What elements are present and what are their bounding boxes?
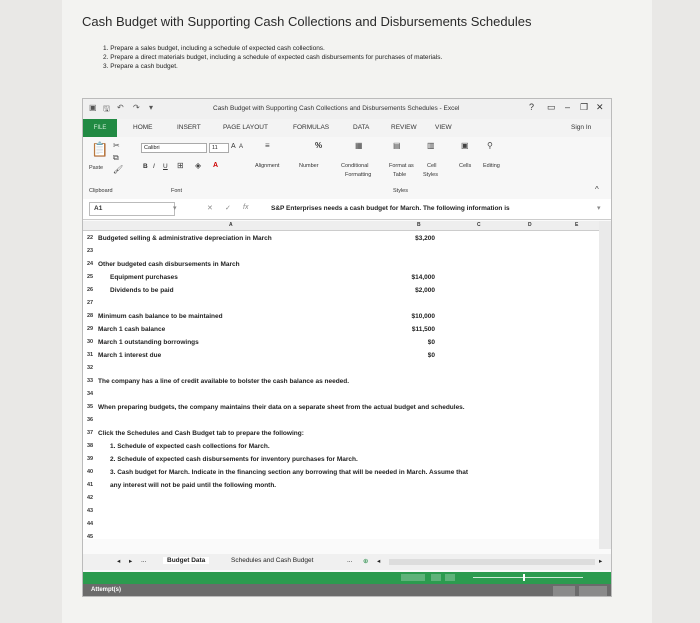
instruction-1: 1. Prepare a sales budget, including a schedule of expected cash collections. [103, 45, 325, 52]
table-row[interactable] [83, 336, 599, 349]
cell-value[interactable]: $14,000 [411, 274, 435, 281]
row-number[interactable]: 34 [86, 391, 94, 397]
row-number[interactable]: 23 [86, 248, 94, 254]
cell-label[interactable]: March 1 interest due [98, 352, 162, 359]
styles-group-label: Styles [393, 188, 408, 194]
column-header-d[interactable]: D [528, 222, 532, 228]
insert-function-button[interactable]: fx [243, 204, 249, 211]
bold-button[interactable]: B [143, 163, 148, 170]
cell-label[interactable]: Other budgeted cash disbursements in March [98, 261, 240, 268]
table-row[interactable] [83, 492, 599, 505]
tab-formulas[interactable]: FORMULAS [293, 124, 330, 131]
help-button[interactable]: ? [529, 102, 535, 112]
zoom-slider[interactable] [473, 577, 583, 578]
table-row[interactable] [83, 414, 599, 427]
formula-input[interactable]: S&P Enterprises needs a cash budget for March. The following information is [271, 205, 510, 212]
enter-formula-icon[interactable]: ✓ [225, 205, 231, 212]
copy-icon[interactable]: ⧉ [113, 153, 119, 162]
window-title: Cash Budget with Supporting Cash Collections and Disbursements Schedules - Excel [213, 105, 460, 112]
table-row[interactable] [83, 297, 599, 310]
format-painter-icon[interactable]: 🖌 [113, 165, 124, 174]
column-header-c[interactable]: C [477, 222, 481, 228]
horizontal-scroll-left-icon[interactable]: ◂ [377, 558, 381, 565]
tab-insert[interactable]: INSERT [177, 124, 201, 131]
table-row[interactable] [83, 453, 599, 466]
table-row[interactable] [83, 427, 599, 440]
row-number[interactable]: 40 [86, 469, 94, 475]
column-header-e[interactable]: E [575, 222, 579, 228]
table-row[interactable] [83, 440, 599, 453]
font-color-icon[interactable]: A [213, 162, 219, 169]
table-row[interactable] [83, 310, 599, 323]
column-header-a[interactable]: A [229, 222, 233, 228]
formula-bar [83, 199, 611, 220]
show-me-button[interactable] [579, 586, 607, 596]
page-break-view-icon[interactable] [445, 574, 455, 581]
name-box-dropdown-icon[interactable]: ▾ [173, 205, 177, 212]
new-sheet-icon[interactable]: ⊕ [363, 558, 369, 565]
cell-label[interactable]: March 1 outstanding borrowings [98, 339, 199, 346]
formatting-label[interactable]: Formatting [345, 172, 372, 178]
cell-value[interactable]: $11,500 [411, 326, 435, 333]
cell-label[interactable]: The company has a line of credit available to bolster the cash balance as needed. [98, 378, 350, 385]
horizontal-scroll-right-icon[interactable]: ▸ [599, 558, 603, 565]
fill-color-icon[interactable]: ◈ [195, 161, 202, 170]
restore-icon[interactable]: ❐ [580, 102, 589, 112]
table-row[interactable] [83, 531, 599, 544]
table-row[interactable] [83, 505, 599, 518]
tab-file[interactable]: FILE [83, 119, 117, 137]
font-name-select[interactable]: Calibri [141, 143, 207, 153]
instruction-3: 3. Prepare a cash budget. [103, 63, 178, 70]
row-number[interactable]: 29 [86, 326, 94, 332]
attempts-bar [83, 584, 611, 597]
sheet-tab-schedules[interactable]: Schedules and Cash Budget [231, 557, 314, 564]
row-number[interactable]: 41 [86, 482, 94, 488]
table-row[interactable] [83, 388, 599, 401]
customize-toolbar-icon[interactable]: ▾ [149, 103, 154, 112]
ribbon-home [83, 137, 611, 200]
row-number[interactable]: 38 [86, 443, 94, 449]
percent-button[interactable]: % [315, 141, 323, 150]
table-label[interactable]: Table [393, 172, 407, 178]
cell-styles-icon[interactable]: ▥ [427, 141, 435, 150]
font-size-select[interactable]: 11 [209, 143, 229, 153]
tab-view[interactable]: VIEW [435, 124, 452, 131]
zoom-slider-handle[interactable] [523, 574, 525, 581]
table-row[interactable] [83, 349, 599, 362]
table-row[interactable] [83, 323, 599, 336]
instructions-list [103, 44, 442, 71]
sign-in-link[interactable]: Sign In [571, 124, 592, 131]
table-row[interactable] [83, 232, 599, 245]
row-number[interactable]: 37 [86, 430, 94, 436]
cancel-formula-icon[interactable]: ✕ [207, 205, 213, 212]
conditional-formatting-icon[interactable]: ▦ [355, 141, 363, 150]
conditional-formatting-label[interactable]: Conditional [341, 163, 369, 169]
cell-label[interactable]: any interest will not be paid until the following month. [110, 482, 277, 489]
row-number[interactable]: 39 [86, 456, 94, 462]
expand-formula-bar-icon[interactable]: ▾ [597, 205, 601, 212]
excel-window [82, 98, 612, 597]
page-layout-view-icon[interactable] [431, 574, 441, 581]
cells-icon[interactable]: ▣ [461, 141, 469, 150]
table-row[interactable] [83, 466, 599, 479]
clipboard-group-label: Clipboard [89, 188, 113, 194]
more-sheets-left[interactable]: ... [141, 557, 147, 564]
horizontal-scrollbar[interactable] [389, 559, 595, 565]
sheet-tab-budget-data[interactable]: Budget Data [163, 557, 209, 564]
italic-button[interactable]: I [153, 163, 155, 170]
tab-data[interactable]: DATA [353, 124, 370, 131]
underline-button[interactable]: U [163, 163, 168, 170]
cell-label[interactable]: Dividends to be paid [110, 287, 174, 294]
table-row[interactable] [83, 258, 599, 271]
table-row[interactable] [83, 401, 599, 414]
row-number[interactable]: 24 [86, 261, 94, 267]
hint-button[interactable] [553, 586, 575, 596]
table-row[interactable] [83, 362, 599, 375]
row-number[interactable]: 35 [86, 404, 94, 410]
row-number[interactable]: 27 [86, 300, 94, 306]
alignment-button[interactable]: Alignment [255, 163, 280, 169]
row-number[interactable]: 36 [86, 417, 94, 423]
sheet-tabs-bar [83, 554, 611, 570]
cells-button[interactable]: Cells [459, 163, 472, 169]
row-number[interactable]: 42 [86, 495, 94, 501]
cell-label[interactable]: 1. Schedule of expected cash collections for March. [110, 443, 270, 450]
row-number[interactable]: 25 [86, 274, 94, 280]
cell-label[interactable]: 2. Schedule of expected cash disbursements for inventory purchases for March. [110, 456, 358, 463]
table-row[interactable] [83, 479, 599, 492]
tab-page-layout[interactable]: PAGE LAYOUT [223, 124, 268, 131]
table-row[interactable] [83, 375, 599, 388]
cell-label[interactable]: Budgeted selling & administrative depreciation in March [98, 235, 272, 242]
editing-button[interactable]: Editing [483, 163, 500, 169]
table-row[interactable] [83, 518, 599, 531]
table-row[interactable] [83, 271, 599, 284]
collapse-ribbon-icon[interactable]: ^ [595, 185, 599, 194]
cell-label[interactable]: Click the Schedules and Cash Budget tab to prepare the following: [98, 430, 304, 437]
grow-font-icon[interactable]: A [231, 143, 236, 150]
name-box[interactable]: A1 [89, 202, 175, 216]
tab-home[interactable]: HOME [133, 124, 153, 131]
close-icon[interactable]: ✕ [596, 102, 604, 112]
styles-label[interactable]: Styles [423, 172, 438, 178]
cell-value[interactable]: $10,000 [411, 313, 435, 320]
minimize-icon[interactable]: – [565, 102, 571, 112]
format-as-table-icon[interactable]: ▤ [393, 141, 401, 150]
format-as-label[interactable]: Format as [389, 163, 414, 169]
paste-button[interactable]: Paste [89, 165, 104, 171]
font-group-label: Font [171, 188, 183, 194]
save-icon[interactable]: 🖫 [103, 104, 110, 113]
vertical-scrollbar[interactable] [599, 221, 611, 549]
ribbon-display-icon[interactable]: ▭ [547, 102, 556, 112]
row-number[interactable]: 26 [86, 287, 94, 293]
column-header-b[interactable]: B [417, 222, 421, 228]
cell-value[interactable]: $2,000 [415, 287, 435, 294]
spreadsheet-grid[interactable] [83, 221, 600, 539]
row-number[interactable]: 33 [86, 378, 94, 384]
cell-label[interactable]: March 1 cash balance [98, 326, 166, 333]
alignment-icon[interactable]: ≡ [265, 141, 270, 150]
cell-label[interactable]: Cell [427, 163, 437, 169]
page-title: Cash Budget with Supporting Cash Collections and Disbursements Schedules [82, 14, 532, 29]
attempts-label: Attempt(s) [91, 587, 121, 593]
instruction-2: 2. Prepare a direct materials budget, including a schedule of expected cash disbursements for purchases of materials. [103, 54, 443, 61]
editing-icon[interactable]: ⚲ [487, 141, 493, 150]
excel-logo-icon: ▣ [89, 103, 97, 112]
table-row[interactable] [83, 245, 599, 258]
more-sheets-right[interactable]: ... [347, 557, 353, 564]
column-headers [83, 221, 599, 231]
cell-value[interactable]: $0 [427, 352, 435, 359]
number-button[interactable]: Number [299, 163, 319, 169]
next-sheet-icon[interactable]: ▸ [129, 558, 133, 565]
cell-label[interactable]: 3. Cash budget for March. Indicate in the financing section any borrowing that will be needed in March. Assume that [110, 469, 469, 476]
cell-label[interactable]: Equipment purchases [110, 274, 178, 281]
undo-icon[interactable]: ↶ [117, 103, 124, 112]
borders-icon[interactable]: ⊞ [177, 161, 184, 170]
cell-label[interactable]: Minimum cash balance to be maintained [98, 313, 223, 320]
shrink-font-icon[interactable]: A [239, 144, 244, 150]
paste-icon[interactable]: 📋 [91, 141, 109, 157]
row-number[interactable]: 31 [86, 352, 94, 358]
row-number[interactable]: 44 [86, 521, 94, 527]
cut-icon[interactable]: ✂ [113, 141, 120, 150]
status-bar [83, 572, 611, 584]
row-number[interactable]: 45 [86, 534, 94, 540]
row-number[interactable]: 32 [86, 365, 94, 371]
table-row[interactable] [83, 284, 599, 297]
row-number[interactable]: 43 [86, 508, 94, 514]
tab-review[interactable]: REVIEW [391, 124, 417, 131]
prev-sheet-icon[interactable]: ◂ [117, 558, 121, 565]
cell-value[interactable]: $0 [427, 339, 435, 346]
cell-label[interactable]: When preparing budgets, the company maintains their data on a separate sheet from the actual budget and schedules. [98, 404, 465, 411]
row-number[interactable]: 22 [86, 235, 94, 241]
row-number[interactable]: 28 [86, 313, 94, 319]
ribbon-tabs [83, 119, 611, 137]
normal-view-icon[interactable] [401, 574, 425, 581]
cell-value[interactable]: $3,200 [415, 235, 435, 242]
row-number[interactable]: 30 [86, 339, 94, 345]
title-bar [83, 99, 611, 119]
redo-icon[interactable]: ↷ [133, 103, 140, 112]
